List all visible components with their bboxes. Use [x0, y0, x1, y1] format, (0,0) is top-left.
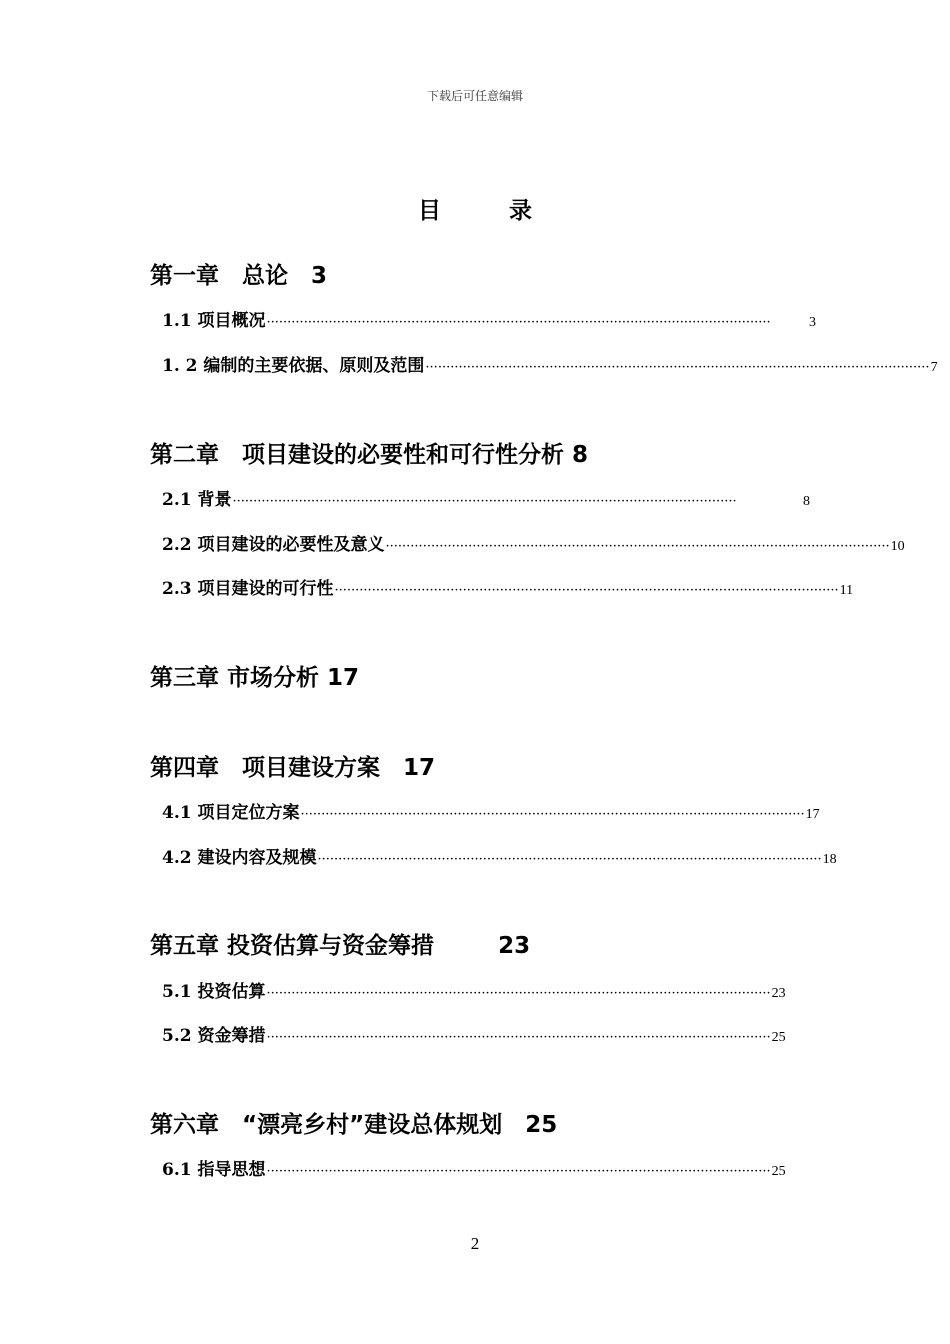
toc-entry-page: 11 [839, 583, 854, 598]
chapter-1-heading[interactable]: 第一章 总论 3 [150, 263, 328, 289]
toc-entry-page: 10 [890, 539, 905, 554]
toc-entry-page: 18 [822, 852, 837, 867]
toc-entry-4-2[interactable] [162, 843, 837, 868]
toc-entry-page: 7 [930, 360, 938, 375]
toc-entry-2-2[interactable] [162, 530, 905, 555]
dot-leader: ·························································································································· [266, 1164, 771, 1179]
header-note: 下载后可任意编辑 [426, 89, 523, 103]
dot-leader: ·························································································································· [266, 315, 771, 330]
chapter-2-heading[interactable]: 第二章 项目建设的必要性和可行性分析 8 [150, 442, 589, 468]
toc-entry-label: 2.3 项目建设的可行性 [162, 579, 334, 599]
toc-entry-label: 5.2 资金筹措 [162, 1026, 266, 1046]
toc-entry-1-1[interactable] [162, 306, 816, 331]
dot-leader: ·························································································································· [425, 360, 930, 375]
chapter-4-heading[interactable]: 第四章 项目建设方案 17 [150, 755, 436, 781]
toc-entry-1-2[interactable] [162, 351, 938, 376]
toc-entry-5-2[interactable] [162, 1021, 786, 1046]
dot-leader: ·························································································································· [317, 852, 822, 867]
toc-entry-label: 2.1 背景 [162, 490, 232, 510]
dot-leader: ·························································································································· [232, 494, 737, 509]
toc-entry-label: 1. 2 编制的主要依据、原则及范围 [162, 356, 425, 376]
page-number: 2 [470, 1234, 480, 1253]
dot-leader: ·························································································································· [385, 539, 890, 554]
chapter-6-heading[interactable]: 第六章 “漂亮乡村”建设总体规划 25 [150, 1112, 558, 1138]
toc-entry-label: 4.1 项目定位方案 [162, 803, 300, 823]
toc-entry-label: 4.2 建设内容及规模 [162, 848, 317, 868]
toc-entry-label: 5.1 投资估算 [162, 982, 266, 1002]
toc-entry-2-1[interactable] [162, 485, 810, 510]
chapter-5-heading[interactable]: 第五章 投资估算与资金筹措 23 [150, 933, 531, 959]
toc-entry-page: 25 [771, 1164, 786, 1179]
dot-leader: ·························································································································· [334, 583, 839, 598]
toc-entry-page: 8 [803, 494, 810, 509]
toc-entry-label: 2.2 项目建设的必要性及意义 [162, 535, 385, 555]
toc-entry-page: 17 [805, 807, 820, 822]
toc-entry-label: 1.1 项目概况 [162, 311, 266, 331]
toc-entry-6-1[interactable] [162, 1155, 786, 1180]
dot-leader: ·························································································································· [266, 986, 771, 1001]
toc-entry-page: 3 [809, 315, 816, 330]
toc-entry-5-1[interactable] [162, 977, 786, 1002]
toc-entry-4-1[interactable] [162, 798, 820, 823]
dot-leader: ·························································································································· [300, 807, 805, 822]
toc-entry-2-3[interactable] [162, 574, 854, 599]
dot-leader: ·························································································································· [266, 1030, 771, 1045]
chapter-3-heading[interactable]: 第三章 市场分析 17 [150, 665, 360, 691]
toc-entry-page: 23 [771, 986, 786, 1001]
toc-title: 目 录 [417, 198, 562, 224]
toc-entry-label: 6.1 指导思想 [162, 1160, 266, 1180]
toc-entry-page: 25 [771, 1030, 786, 1045]
